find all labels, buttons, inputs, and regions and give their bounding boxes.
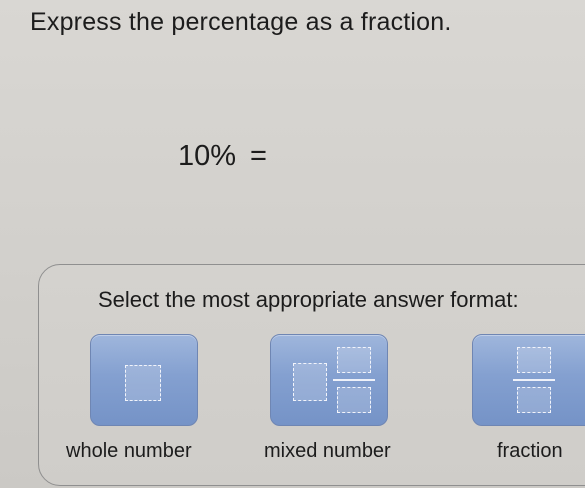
whole-number-label[interactable]: whole number [66,440,192,462]
question-title: Express the percentage as a fraction. [30,8,452,36]
percentage-expression [178,140,267,173]
fraction-label[interactable]: fraction [497,440,563,462]
mixed-number-label[interactable]: mixed number [264,440,391,462]
whole-number-option-button[interactable] [90,334,198,426]
fraction-option-button[interactable] [472,334,585,426]
answer-format-prompt: Select the most appropriate answer format: [98,287,519,312]
equals-sign: = [250,140,267,172]
mixed-number-option-button[interactable] [270,334,388,426]
percentage-value: 10% [178,140,237,172]
